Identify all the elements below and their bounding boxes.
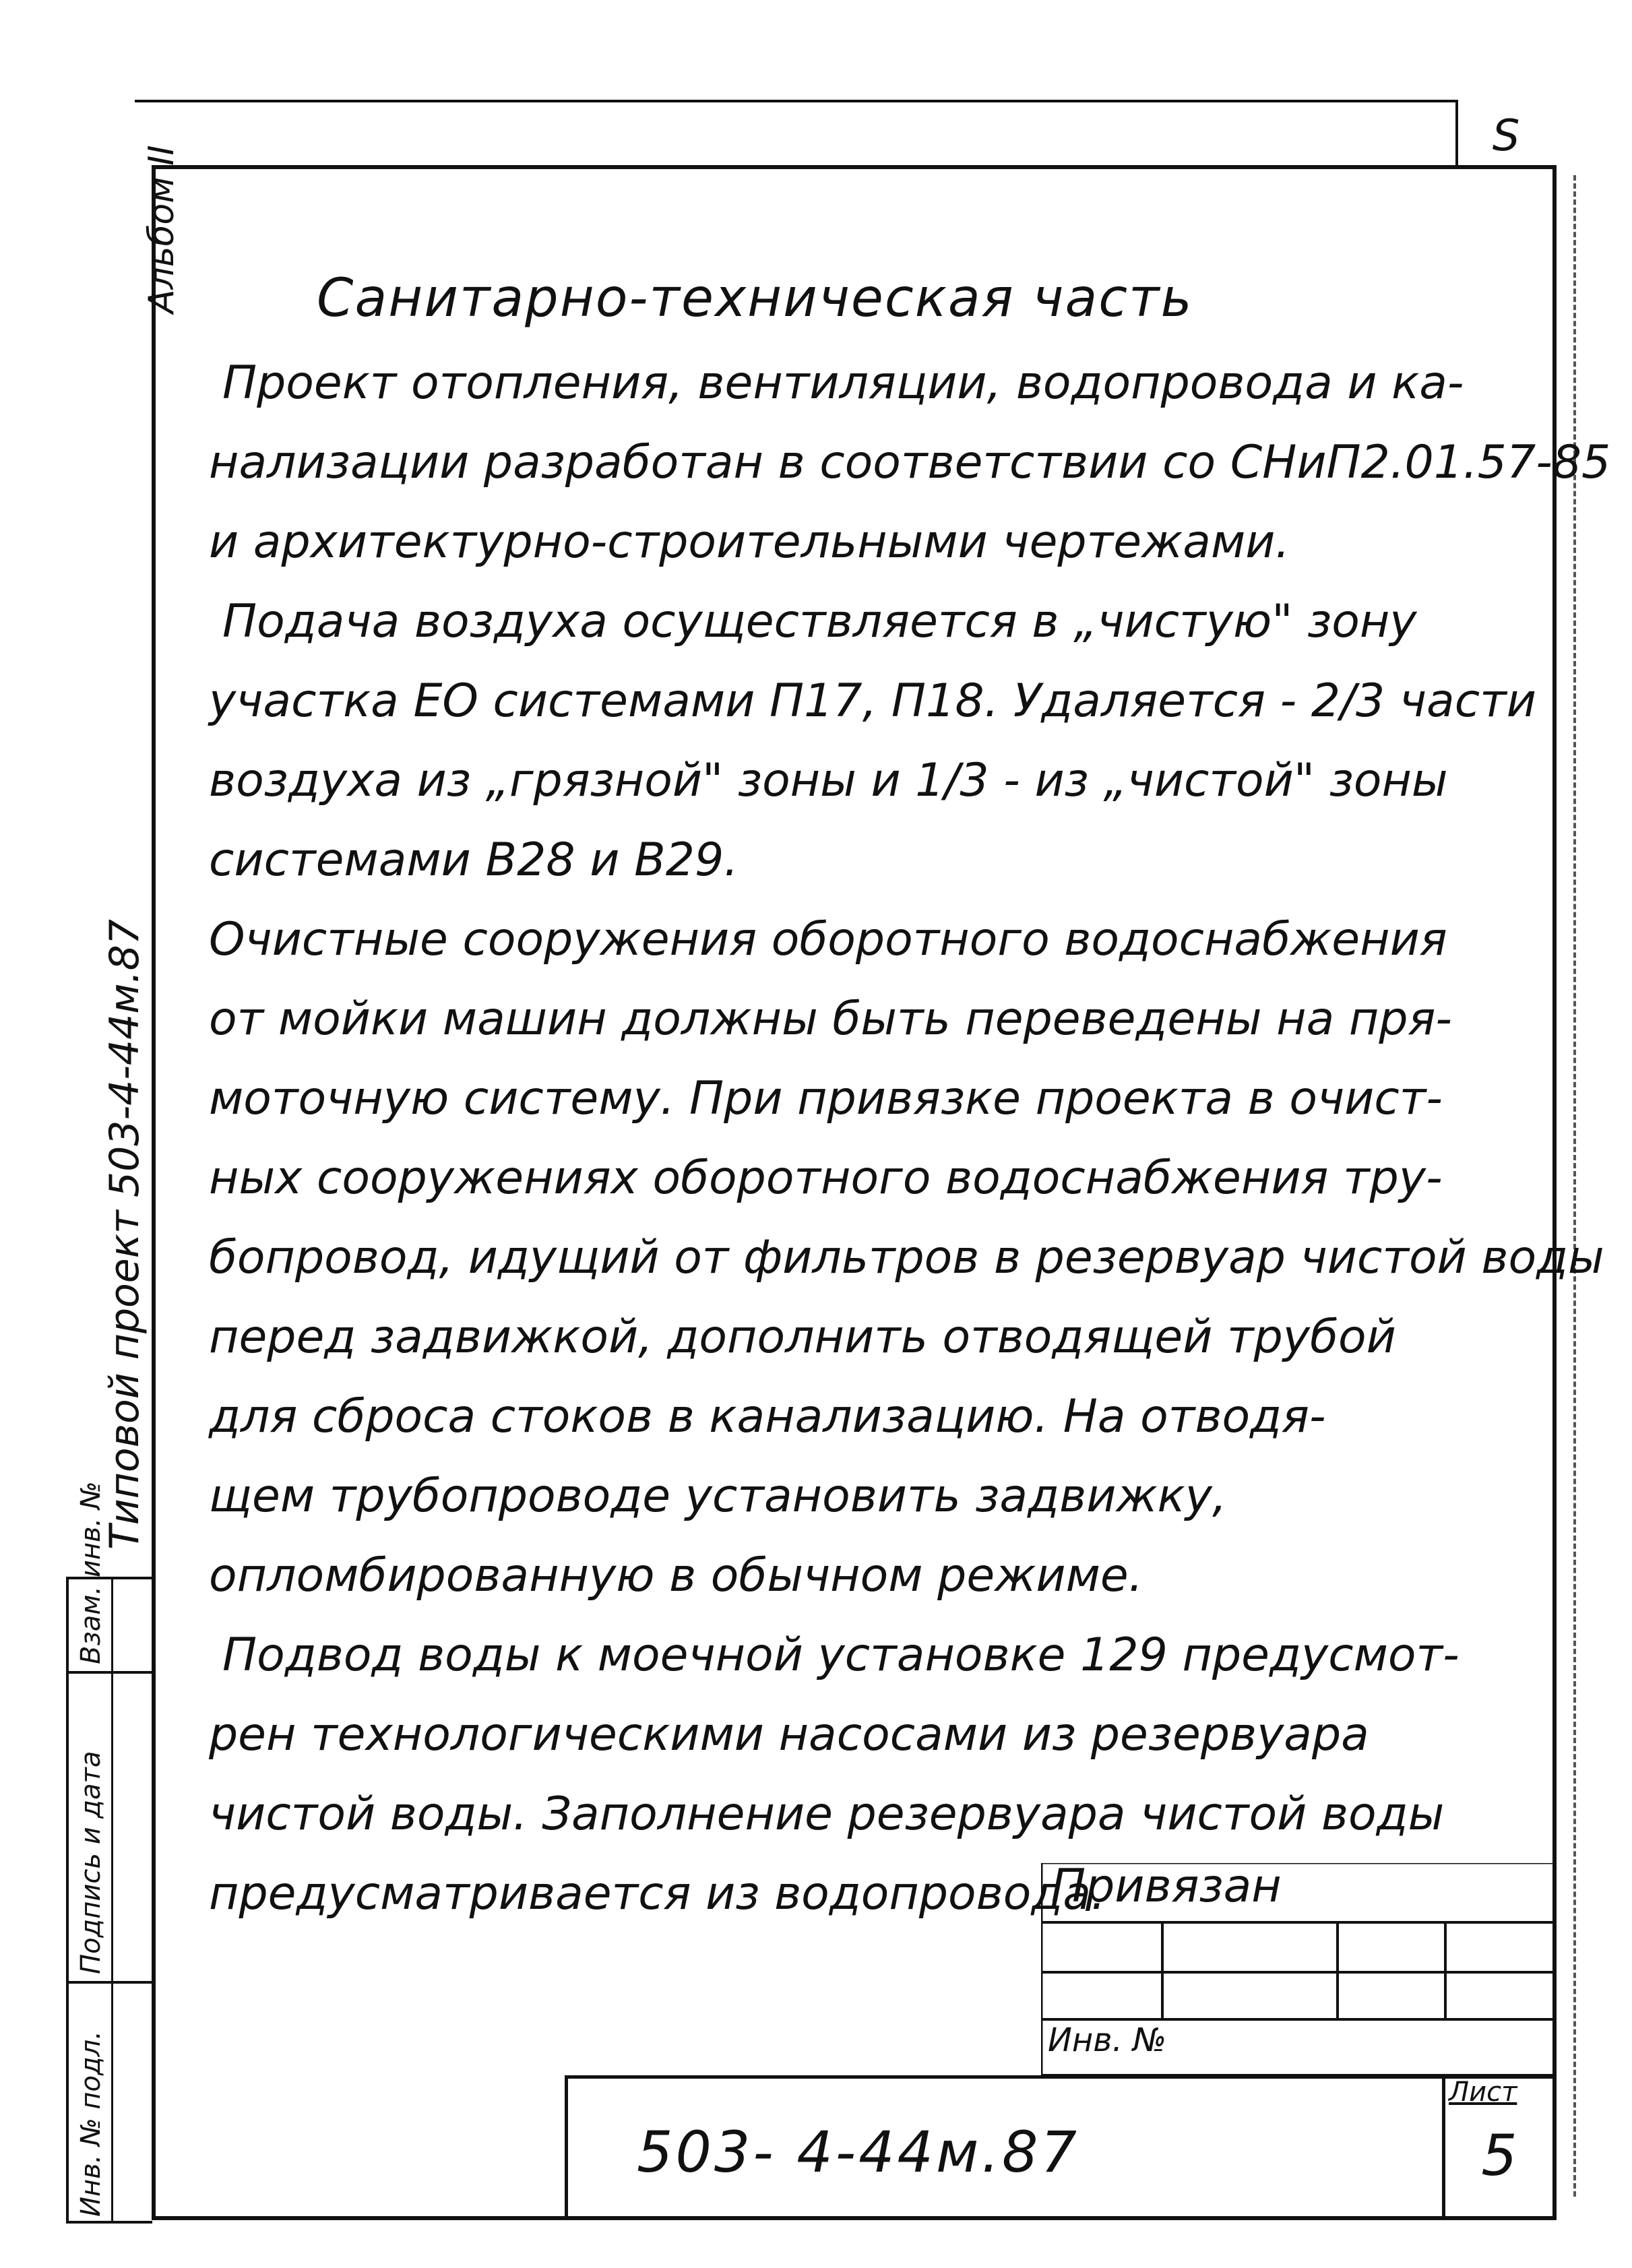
strip-field-replaced-inv: Взам. инв. № bbox=[75, 1481, 106, 1664]
corner-sheet-number: S bbox=[1492, 111, 1520, 161]
strip-field-signature-date: Подпись и дата bbox=[75, 1751, 106, 1974]
top-border-line bbox=[135, 100, 1455, 102]
body-line: и архитектурно-строительными чертежами. bbox=[209, 515, 1290, 569]
document-code: 503- 4-44м.87 bbox=[637, 2119, 1079, 2185]
sheet-label: Лист bbox=[1449, 2077, 1517, 2108]
body-line: Подача воздуха осуществляется в „чистую" зону bbox=[222, 595, 1417, 648]
strip-divider-vertical bbox=[111, 1577, 113, 2224]
strip-divider bbox=[66, 1671, 152, 1674]
body-line: рен технологическими насосами из резервуара bbox=[209, 1708, 1369, 1761]
body-line: опломбированную в обычном режиме. bbox=[209, 1549, 1143, 1602]
body-line: щем трубопроводе установить задвижку, bbox=[209, 1470, 1227, 1523]
inventory-number-label: Инв. № bbox=[1048, 2021, 1167, 2059]
body-line: бопровод, идущий от фильтров в резервуар чистой воды bbox=[209, 1231, 1604, 1284]
body-line: моточную систему. При привязке проекта в очист- bbox=[209, 1072, 1443, 1125]
body-line: системами В28 и В29. bbox=[209, 833, 739, 887]
body-line: Подвод воды к моечной установке 129 предусмот- bbox=[222, 1629, 1460, 1682]
body-line: воздуха из „грязной" зоны и 1/3 - из „чистой" зоны bbox=[209, 754, 1448, 807]
body-line: Очистные сооружения оборотного водоснабжения bbox=[209, 913, 1447, 966]
body-line: от мойки машин должны быть переведены на пря- bbox=[209, 993, 1452, 1046]
body-text bbox=[209, 344, 1611, 1934]
body-line: чистой воды. Заполнение резервуара чистой воды bbox=[209, 1788, 1445, 1841]
body-line: ных сооружениях оборотного водоснабжения тру- bbox=[209, 1152, 1443, 1205]
bound-label: Привязан bbox=[1051, 1860, 1282, 1913]
body-line: для сброса стоков в канализацию. На отводя- bbox=[209, 1390, 1326, 1443]
strip-divider bbox=[66, 1981, 152, 1984]
body-line: Проект отопления, вентиляции, водопровода и ка- bbox=[222, 356, 1464, 410]
body-line: участка ЕО системами П17, П18. Удаляется - 2/3 части bbox=[209, 674, 1536, 728]
strip-field-inv-original: Инв. № подл. bbox=[75, 2031, 106, 2217]
sheet-number: 5 bbox=[1481, 2122, 1517, 2188]
body-line: перед задвижкой, дополнить отводящей трубой bbox=[209, 1311, 1396, 1364]
section-title: Санитарно-техническая часть bbox=[317, 268, 1193, 329]
album-mark: Альбом II bbox=[142, 145, 182, 313]
vertical-project-stamp: Типовой проект 503-4-44м.87 bbox=[101, 919, 148, 1550]
body-line: нализации разработан в соответствии со СНиП2.01.57-85 bbox=[209, 436, 1611, 489]
body-line: предусматривается из водопровода. bbox=[209, 1867, 1106, 1920]
